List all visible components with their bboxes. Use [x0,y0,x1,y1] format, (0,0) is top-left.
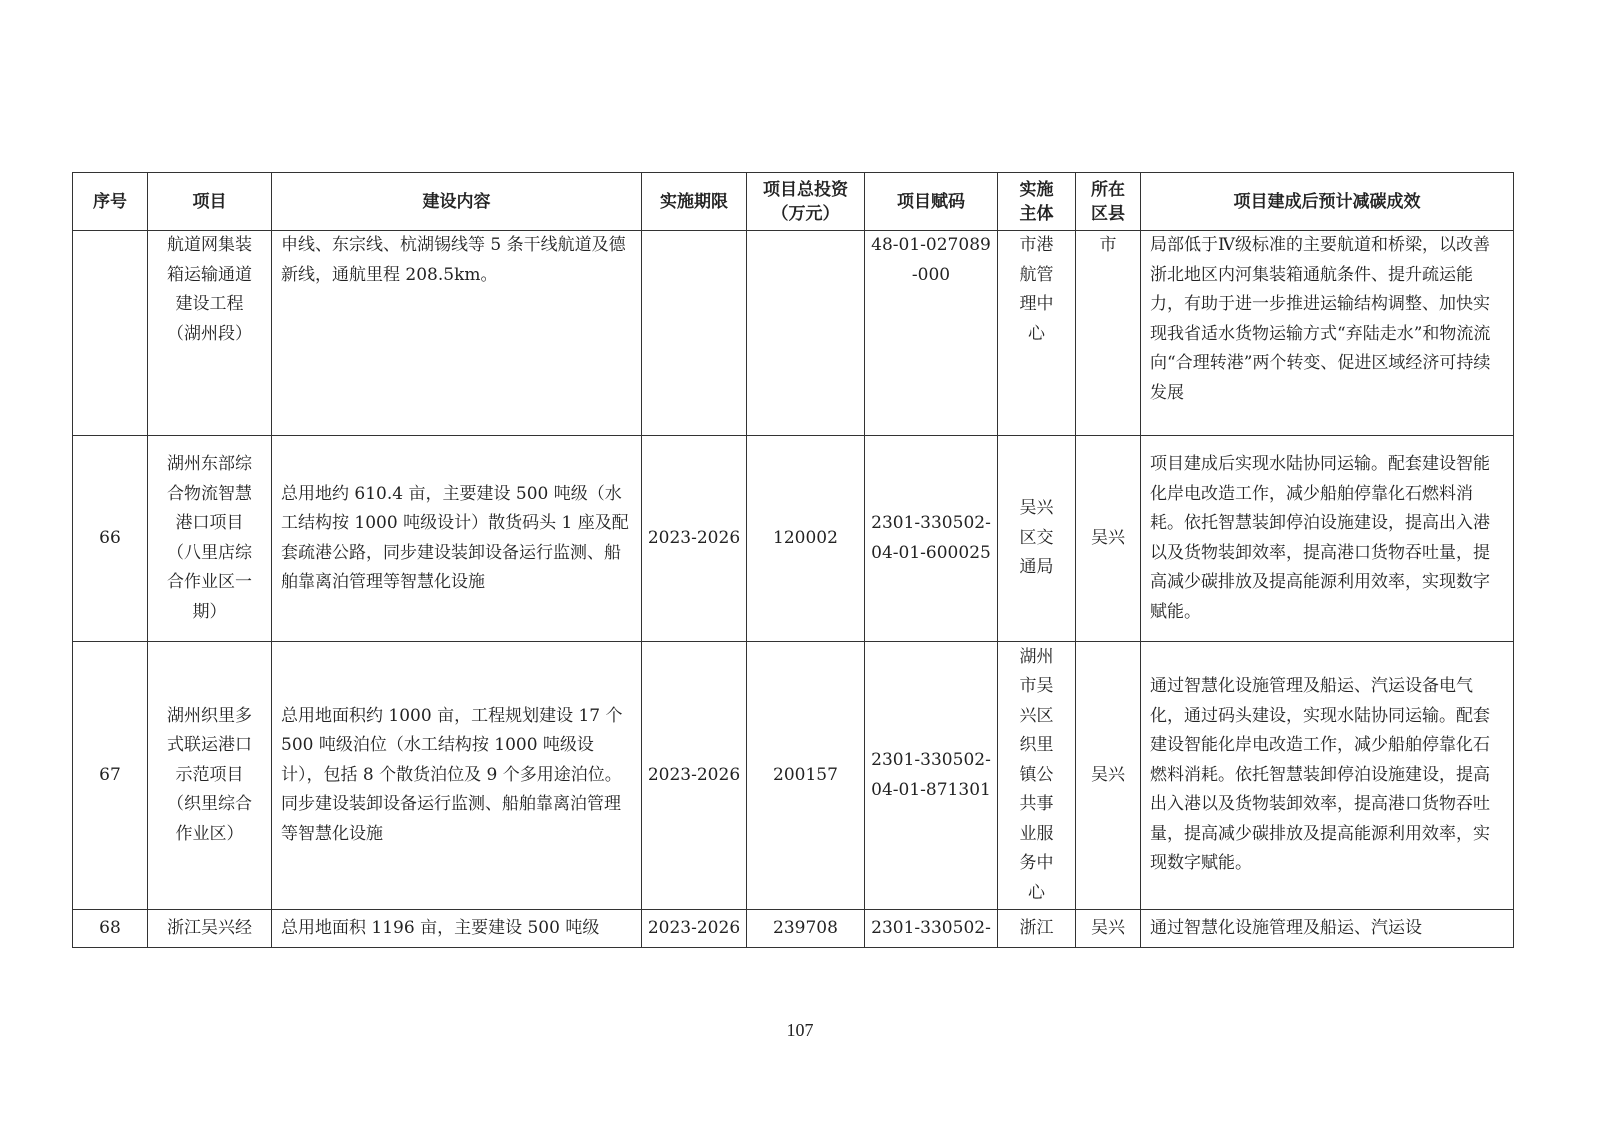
cell-project: 湖州东部综 合物流智慧 港口项目 （八里店综 合作业区一 期） [148,436,272,642]
header-investment: 项目总投资 （万元） [747,173,865,231]
cell-investment: 200157 [747,642,865,910]
cell-project: 湖州织里多 式联运港口 示范项目 （织里综合 作业区） [148,642,272,910]
header-code: 项目赋码 [865,173,998,231]
table-row [73,910,1514,948]
cell-effect: 通过智慧化设施管理及船运、汽运设备电气化，通过码头建设，实现水陆协同运输。配套建设智能化岸电改造工作，减少船舶停靠化石燃料消耗。依托智慧装卸停泊设施建设，提高出入港以及货物装卸效率，提高港口货物吞吐量，提高减少碳排放及提高能源利用效率，实现数字赋能。 [1141,642,1514,910]
cell-investment [747,231,865,436]
header-subject: 实施 主体 [998,173,1076,231]
cell-project: 浙江吴兴经 [148,910,272,948]
cell-county: 市 [1076,231,1141,436]
cell-seq: 66 [73,436,148,642]
header-effect: 项目建成后预计减碳成效 [1141,173,1514,231]
cell-county: 吴兴 [1076,436,1141,642]
cell-seq [73,231,148,436]
cell-content: 总用地面积 1196 亩，主要建设 500 吨级 [272,910,642,948]
table-row [73,231,1514,436]
cell-subject: 吴兴 区交 通局 [998,436,1076,642]
cell-code: 2301-330502- 04-01-871301 [865,642,998,910]
cell-content: 申线、东宗线、杭湖锡线等 5 条干线航道及德新线，通航里程 208.5km。 [272,231,642,436]
header-project: 项目 [148,173,272,231]
header-content: 建设内容 [272,173,642,231]
header-seq: 序号 [73,173,148,231]
cell-seq: 67 [73,642,148,910]
table-row [73,642,1514,910]
cell-effect: 局部低于Ⅳ级标准的主要航道和桥梁，以改善浙北地区内河集装箱通航条件、提升疏运能力，有助于进一步推进运输结构调整、加快实现我省适水货物运输方式“弃陆走水”和物流流向“合理转港”两个转变、促进区域经济可持续发展 [1141,231,1514,436]
cell-period: 2023-2026 [642,642,747,910]
cell-project: 航道网集装 箱运输通道 建设工程 （湖州段） [148,231,272,436]
cell-content: 总用地约 610.4 亩，主要建设 500 吨级（水工结构按 1000 吨级设计）散货码头 1 座及配套疏港公路，同步建设装卸设备运行监测、船舶靠离泊管理等智慧化设施 [272,436,642,642]
cell-content: 总用地面积约 1000 亩，工程规划建设 17 个 500 吨级泊位（水工结构按 1000 吨级设计），包括 8 个散货泊位及 9 个多用途泊位。同步建设装卸设备运行监测、船舶靠离泊管理等智慧化设施 [272,642,642,910]
cell-investment: 120002 [747,436,865,642]
cell-code: 2301-330502- 04-01-600025 [865,436,998,642]
cell-investment: 239708 [747,910,865,948]
cell-seq: 68 [73,910,148,948]
cell-period [642,231,747,436]
header-county: 所在 区县 [1076,173,1141,231]
cell-code: 48-01-027089 -000 [865,231,998,436]
cell-county: 吴兴 [1076,910,1141,948]
cell-subject: 湖州 市吴 兴区 织里 镇公 共事 业服 务中 心 [998,642,1076,910]
cell-effect: 通过智慧化设施管理及船运、汽运设 [1141,910,1514,948]
cell-subject: 浙江 [998,910,1076,948]
cell-code: 2301-330502- [865,910,998,948]
cell-effect: 项目建成后实现水陆协同运输。配套建设智能化岸电改造工作，减少船舶停靠化石燃料消耗。依托智慧装卸停泊设施建设，提高出入港以及货物装卸效率，提高港口货物吞吐量，提高减少碳排放及提高能源利用效率，实现数字赋能。 [1141,436,1514,642]
project-table [72,172,1514,948]
cell-county: 吴兴 [1076,642,1141,910]
table-header-row [73,173,1514,231]
cell-period: 2023-2026 [642,436,747,642]
header-period: 实施期限 [642,173,747,231]
page-number: 107 [786,1020,814,1040]
table-row [73,436,1514,642]
cell-subject: 市港 航管 理中 心 [998,231,1076,436]
cell-period: 2023-2026 [642,910,747,948]
